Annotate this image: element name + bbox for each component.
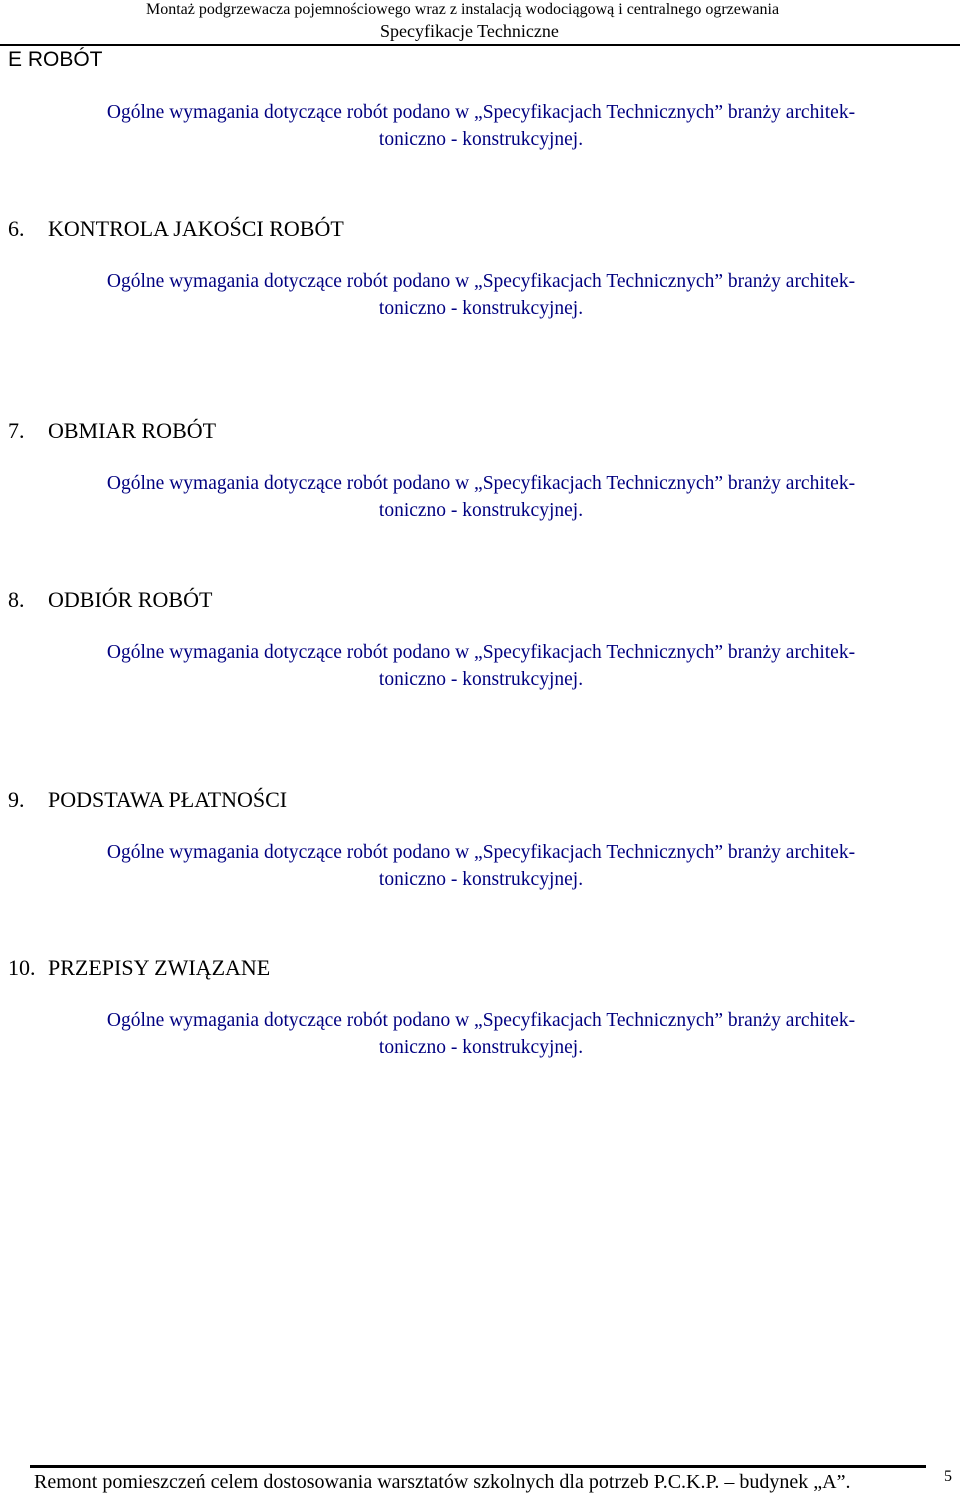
paragraph-line2: toniczno - konstrukcyjnej.	[378, 298, 584, 319]
section-heading-7	[8, 418, 216, 444]
section-number: 6.	[8, 216, 25, 241]
paragraph-line1: Ogólne wymagania dotyczące robót podano w „Specyfikacjach Technicznych” branży architek-	[106, 642, 856, 663]
header-divider	[0, 44, 960, 46]
section-paragraph	[12, 839, 950, 893]
paragraph-line2: toniczno - konstrukcyjnej.	[378, 500, 584, 521]
paragraph-line2: toniczno - konstrukcyjnej.	[378, 129, 584, 150]
section-paragraph	[12, 470, 950, 524]
footer-divider	[30, 1465, 926, 1468]
paragraph-line1: Ogólne wymagania dotyczące robót podano w „Specyfikacjach Technicznych” branży architek-	[106, 842, 856, 863]
paragraph-line1: Ogólne wymagania dotyczące robót podano w „Specyfikacjach Technicznych” branży architek-	[106, 271, 856, 292]
section-number: 10.	[8, 955, 36, 980]
section-title: OBMIAR ROBÓT	[48, 418, 217, 443]
section-number: 7.	[8, 418, 25, 443]
section-heading-6	[8, 216, 344, 242]
paragraph-line2: toniczno - konstrukcyjnej.	[378, 1037, 584, 1058]
paragraph-line2: toniczno - konstrukcyjnej.	[378, 869, 584, 890]
footer-text: Remont pomieszczeń celem dostosowania warsztatów szkolnych dla potrzeb P.C.K.P. – budynek „A”.	[34, 1471, 851, 1493]
section-title: KONTROLA JAKOŚCI ROBÓT	[48, 216, 344, 241]
paragraph-line1: Ogólne wymagania dotyczące robót podano w „Specyfikacjach Technicznych” branży architek-	[106, 1010, 856, 1031]
section-title-fragment: E ROBÓT	[8, 48, 103, 71]
section-title: PRZEPISY ZWIĄZANE	[48, 955, 271, 980]
section-paragraph	[12, 268, 950, 322]
paragraph-line1: Ogólne wymagania dotyczące robót podano w „Specyfikacjach Technicznych” branży architek-	[106, 102, 856, 123]
section-heading-9	[8, 787, 287, 813]
section-number: 8.	[8, 587, 25, 612]
section-heading-8	[8, 587, 212, 613]
section-title: PODSTAWA PŁATNOŚCI	[48, 787, 288, 812]
section-paragraph	[12, 99, 950, 153]
page-number: 5	[944, 1468, 952, 1485]
header-title: Montaż podgrzewacza pojemnościowego wraz z instalacją wodociągową i centralnego ogrzewania	[146, 1, 780, 18]
paragraph-line2: toniczno - konstrukcyjnej.	[378, 669, 584, 690]
paragraph-line1: Ogólne wymagania dotyczące robót podano w „Specyfikacjach Technicznych” branży architek-	[106, 473, 856, 494]
section-paragraph	[12, 639, 950, 693]
header-subtitle: Specyfikacje Techniczne	[380, 21, 559, 41]
section-title: ODBIÓR ROBÓT	[48, 587, 213, 612]
section-number: 9.	[8, 787, 25, 812]
section-paragraph	[12, 1007, 950, 1061]
section-heading-10	[8, 955, 270, 981]
